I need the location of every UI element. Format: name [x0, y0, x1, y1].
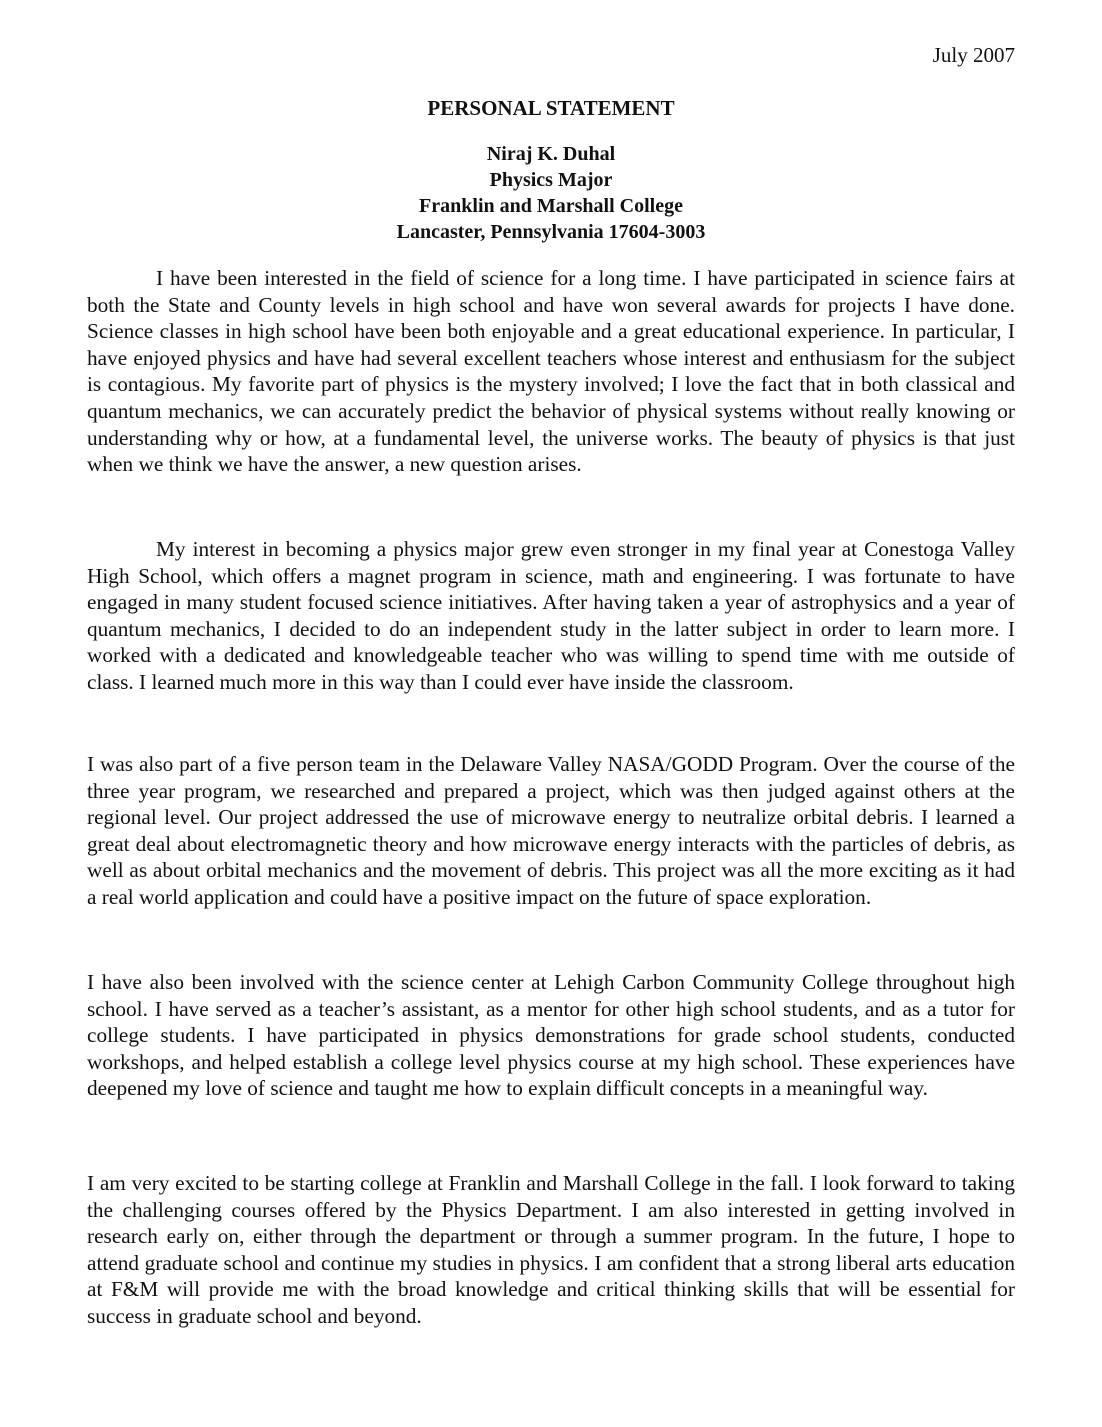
paragraph: My interest in becoming a physics major grew even stronger in my final year at Conestoga Valley High School, which offers a magnet program in science, math and engineering. I was fortunate to have engaged in many student focused science initiatives. After having taken a year of astrophysics and a year of quantum mechanics, I decided to do an independent study in the latter subject in order to learn more. I worked with a dedicated and knowledgeable teacher who was willing to spend time with me outside of class. I learned much more in this way than I could ever have inside the classroom. [87, 537, 1015, 694]
paragraph: I am very excited to be starting college at Franklin and Marshall College in the fall. I look forward to taking the challenging courses offered by the Physics Department. I am also interested in getting involved in research early on, either through the department or through a summer program. In the future, I hope to attend graduate school and continue my studies in physics. I am confident that a strong liberal arts education at F&M will provide me with the broad knowledge and critical thinking skills that will be essential for success in graduate school and beyond. [87, 1171, 1015, 1328]
paragraph-2-container [87, 536, 1015, 696]
paragraph: I have also been involved with the science center at Lehigh Carbon Community College throughout high school. I have served as a teacher’s assistant, as a mentor for other high school students, and as a tutor for college students. I have participated in physics demonstrations for grade school students, conducted workshops, and helped establish a college level physics course at my high school. These experiences have deepened my love of science and taught me how to explain difficult concepts in a meaningful way. [87, 970, 1015, 1101]
paragraph: I was also part of a five person team in the Delaware Valley NASA/GODD Program. Over the course of the three year program, we researched and prepared a project, which was then judged against others at the regional level. Our project addressed the use of microwave energy to neutralize orbital debris. I learned a great deal about electromagnetic theory and how microwave energy interacts with the particles of debris, as well as about orbital mechanics and the movement of debris. This project was all the more exciting as it had a real world application and could have a positive impact on the future of space exploration. [87, 752, 1015, 909]
document-date: July 2007 [932, 43, 1015, 67]
paragraph-3-container [87, 751, 1015, 911]
document-title: PERSONAL STATEMENT [427, 96, 675, 120]
author-major: Physics Major [489, 169, 613, 191]
paragraph-4-container [87, 969, 1015, 1102]
author-name: Niraj K. Duhal [486, 143, 616, 165]
paragraph-1-container [87, 265, 1015, 478]
author-block [0, 141, 1102, 245]
author-college: Franklin and Marshall College [419, 195, 683, 217]
author-location: Lancaster, Pennsylvania 17604-3003 [396, 221, 706, 243]
paragraph: I have been interested in the field of science for a long time. I have participated in science fairs at both the State and County levels in high school and have won several awards for projects I have done. Science classes in high school have been both enjoyable and a great educational experience. In particular, I have enjoyed physics and have had several excellent teachers whose interest and enthusiasm for the subject is contagious. My favorite part of physics is the mystery involved; I love the fact that in both classical and quantum mechanics, we can accurately predict the behavior of physical systems without really knowing or understanding why or how, at a fundamental level, the universe works. The beauty of physics is that just when we think we have the answer, a new question arises. [87, 266, 1015, 477]
paragraph-5-container [87, 1170, 1015, 1330]
